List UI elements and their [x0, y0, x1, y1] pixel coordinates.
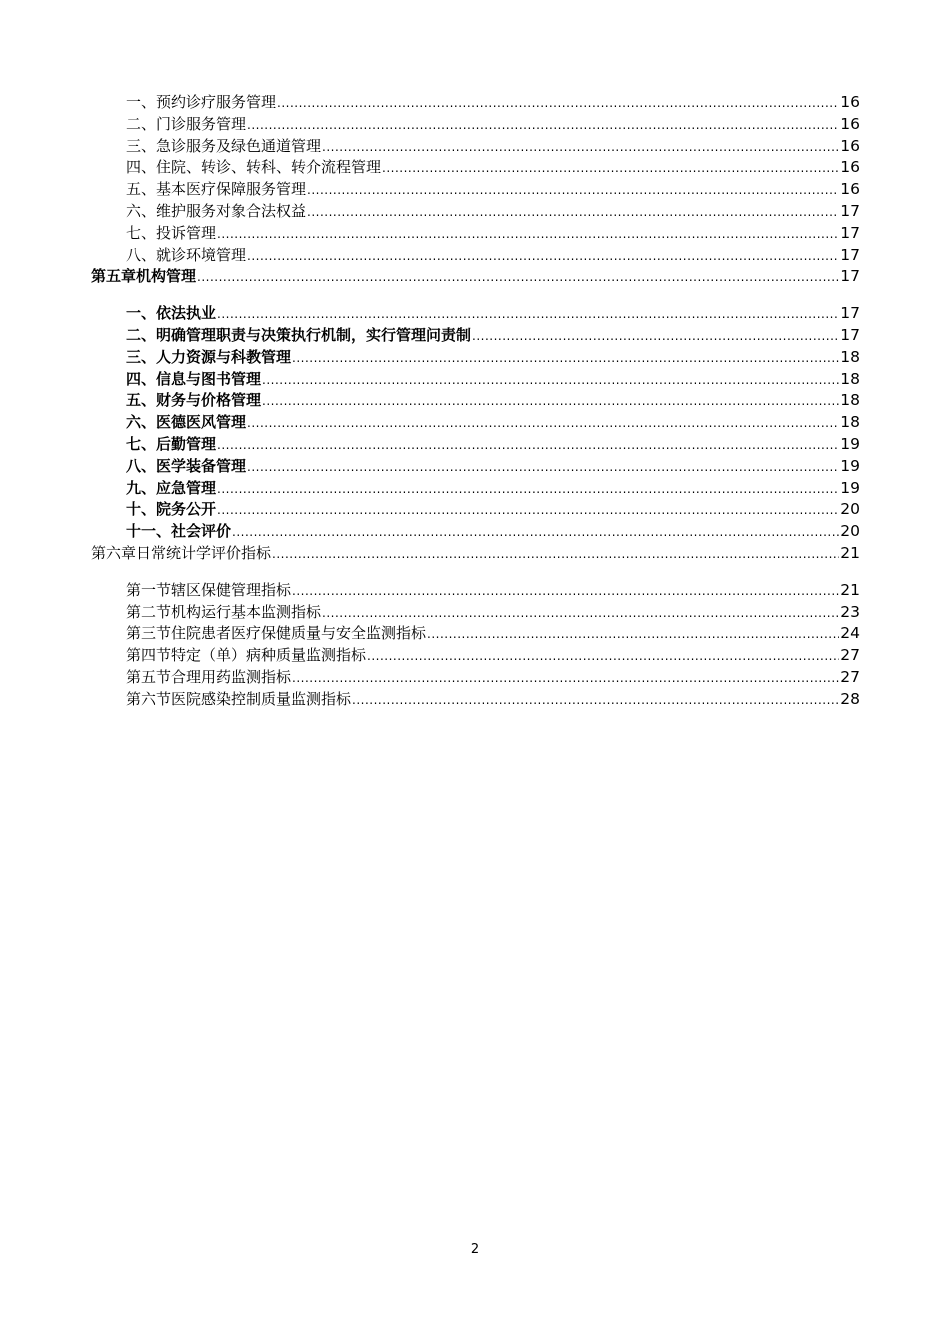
dot-leader [217, 500, 839, 521]
toc-chapter-entry[interactable] [91, 543, 860, 565]
dot-leader [217, 224, 839, 245]
toc-entry-page: 18 [840, 369, 860, 388]
dot-leader [217, 435, 839, 456]
toc-entry-page: 20 [840, 522, 860, 541]
page-number: 2 [470, 1242, 480, 1257]
toc-entry[interactable] [91, 645, 860, 667]
toc-entry-title: 六、维护服务对象合法权益 [126, 201, 307, 220]
toc-entry[interactable] [91, 434, 860, 456]
dot-leader [247, 413, 839, 434]
toc-entry-page: 16 [840, 136, 860, 155]
dot-leader [307, 180, 839, 201]
toc-entry-page: 19 [840, 456, 860, 475]
toc-entry[interactable] [91, 667, 860, 689]
toc-entry-page: 21 [840, 580, 860, 599]
toc-entry-title: 七、后勤管理 [126, 434, 217, 453]
toc-entry-title: 第五节合理用药监测指标 [126, 667, 292, 686]
toc-entry-title: 七、投诉管理 [126, 223, 217, 242]
toc-entry[interactable] [91, 179, 860, 201]
toc-entry[interactable] [91, 602, 860, 624]
toc-entry-page: 27 [840, 646, 860, 665]
toc-entry[interactable] [91, 245, 860, 267]
dot-leader [292, 581, 839, 602]
toc-entry[interactable] [91, 201, 860, 223]
toc-entry[interactable] [91, 478, 860, 500]
toc-entry[interactable] [91, 157, 860, 179]
toc-entry-page: 19 [840, 434, 860, 453]
dot-leader [217, 479, 839, 500]
dot-leader [382, 158, 839, 179]
toc-entry-title: 八、医学装备管理 [126, 456, 247, 475]
dot-leader [472, 326, 839, 347]
toc-entry[interactable] [91, 92, 860, 114]
toc-entry-title: 三、人力资源与科教管理 [126, 347, 292, 366]
table-of-contents [91, 92, 860, 711]
toc-entry-title: 一、预约诊疗服务管理 [126, 93, 277, 111]
toc-entry-page: 23 [840, 602, 860, 621]
toc-entry[interactable] [91, 347, 860, 369]
toc-entry-page: 16 [840, 114, 860, 133]
toc-entry-page: 17 [840, 223, 860, 242]
dot-leader [272, 544, 839, 565]
dot-leader [292, 348, 839, 369]
toc-entry[interactable] [91, 390, 860, 412]
toc-entry-page: 16 [840, 180, 860, 199]
toc-entry[interactable] [91, 623, 860, 645]
toc-entry-title: 第二节机构运行基本监测指标 [126, 602, 322, 621]
toc-entry-page: 24 [840, 624, 860, 643]
toc-entry-title: 五、财务与价格管理 [126, 391, 262, 410]
toc-entry-title: 二、明确管理职责与决策执行机制，实行管理问责制 [126, 325, 472, 344]
toc-entry-title: 五、基本医疗保障服务管理 [126, 180, 307, 199]
toc-entry[interactable] [91, 689, 860, 711]
toc-entry[interactable] [91, 369, 860, 391]
toc-entry-title: 八、就诊环境管理 [126, 245, 247, 264]
toc-entry[interactable] [91, 521, 860, 543]
dot-leader [262, 370, 839, 391]
toc-entry-title: 九、应急管理 [126, 478, 217, 497]
toc-entry-page: 17 [840, 325, 860, 344]
toc-entry-page: 16 [840, 158, 860, 177]
toc-entry-title: 第四节特定（单）病种质量监测指标 [126, 646, 367, 665]
toc-entry-page: 18 [840, 413, 860, 432]
toc-entry-page: 18 [840, 347, 860, 366]
dot-leader [352, 690, 839, 711]
toc-entry[interactable] [91, 223, 860, 245]
toc-entry[interactable] [91, 136, 860, 158]
toc-entry[interactable] [91, 412, 860, 434]
dot-leader [307, 202, 839, 223]
dot-leader [322, 137, 839, 158]
toc-entry-page: 17 [840, 304, 860, 323]
toc-entry-title: 四、信息与图书管理 [126, 369, 262, 388]
dot-leader [277, 93, 839, 114]
dot-leader [247, 115, 839, 136]
toc-entry-title: 十、院务公开 [126, 500, 217, 519]
toc-entry-page: 27 [840, 667, 860, 686]
toc-entry-title: 二、门诊服务管理 [126, 114, 247, 133]
dot-leader [217, 304, 839, 325]
toc-entry-title: 第一节辖区保健管理指标 [126, 580, 292, 599]
dot-leader [232, 522, 839, 543]
toc-entry-title: 第三节住院患者医疗保健质量与安全监测指标 [126, 624, 427, 643]
toc-entry-page: 17 [840, 201, 860, 220]
toc-entry-page: 28 [840, 689, 860, 708]
toc-entry-page: 17 [840, 267, 860, 286]
toc-chapter-entry[interactable] [91, 266, 860, 288]
dot-leader [197, 267, 839, 288]
toc-entry[interactable] [91, 456, 860, 478]
toc-entry[interactable] [91, 114, 860, 136]
dot-leader [247, 457, 839, 478]
toc-entry-title: 四、住院、转诊、转科、转介流程管理 [126, 158, 382, 177]
toc-entry-page: 20 [840, 500, 860, 519]
toc-entry-page: 21 [840, 543, 860, 562]
toc-entry[interactable] [91, 325, 860, 347]
toc-entry[interactable] [91, 580, 860, 602]
toc-entry-title: 三、急诊服务及绿色通道管理 [126, 136, 322, 155]
toc-entry-title: 第五章机构管理 [91, 267, 197, 286]
toc-entry-title: 第六节医院感染控制质量监测指标 [126, 689, 352, 708]
toc-entry-title: 一、依法执业 [126, 304, 217, 323]
dot-leader [367, 646, 839, 667]
toc-entry-title: 十一、社会评价 [126, 522, 232, 541]
toc-entry-title: 六、医德医风管理 [126, 413, 247, 432]
dot-leader [262, 391, 839, 412]
toc-entry[interactable] [91, 499, 860, 521]
toc-entry-page: 19 [840, 478, 860, 497]
toc-entry-title: 第六章日常统计学评价指标 [91, 543, 272, 562]
toc-entry[interactable] [91, 303, 860, 325]
toc-entry-page: 16 [840, 93, 860, 111]
dot-leader [322, 603, 839, 624]
dot-leader [247, 246, 839, 267]
toc-entry-page: 17 [840, 245, 860, 264]
toc-entry-page: 18 [840, 391, 860, 410]
dot-leader [427, 624, 839, 645]
dot-leader [292, 668, 839, 689]
